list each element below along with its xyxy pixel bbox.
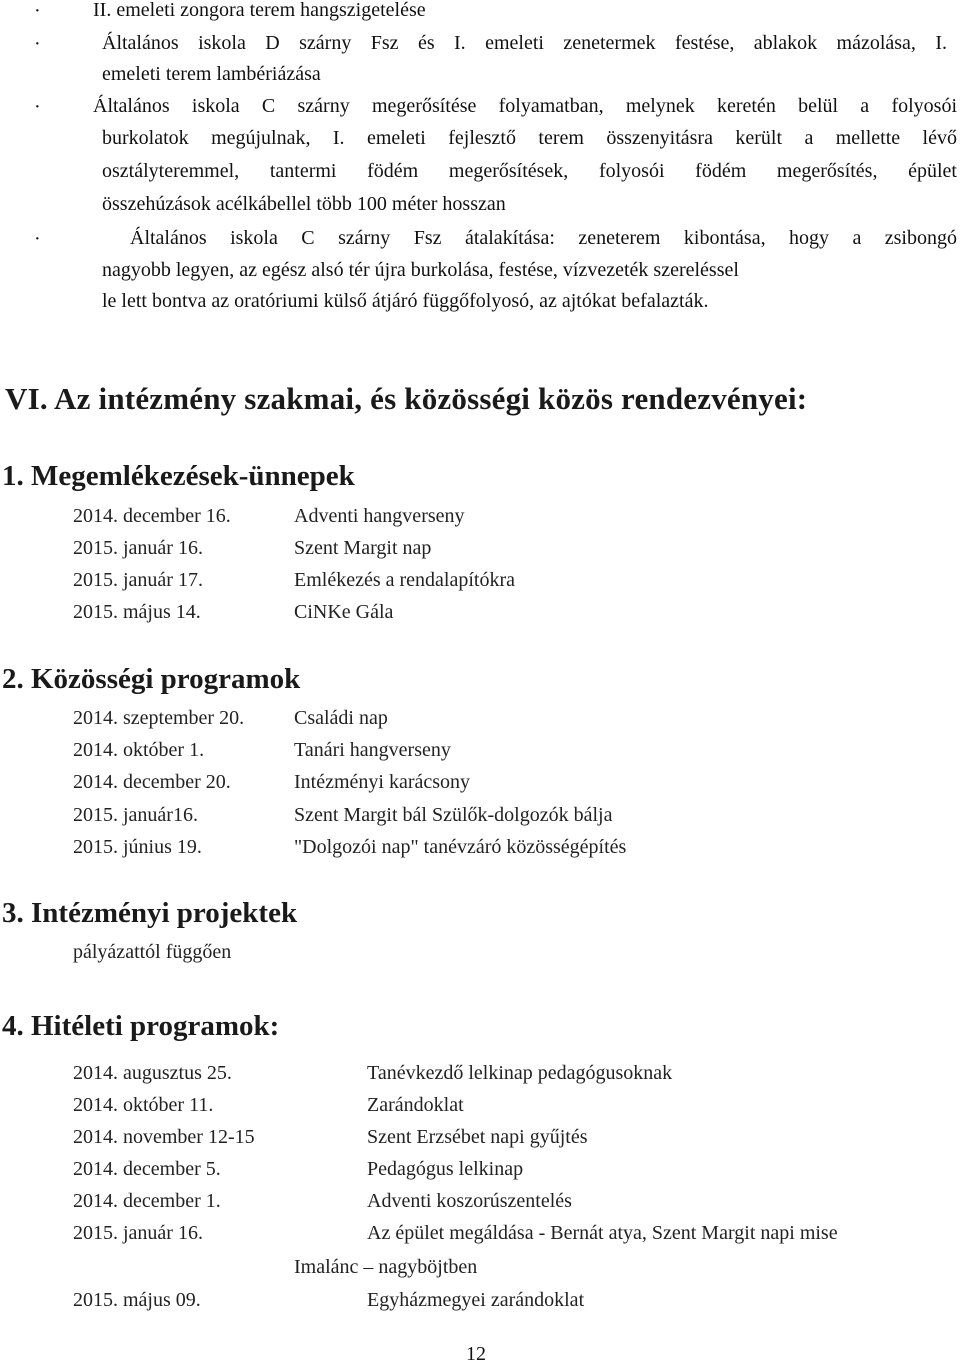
event-name: Az épület megáldása - Bernát atya, Szent Margit napi mise bbox=[367, 1222, 838, 1244]
event-name: Szent Erzsébet napi gyűjtés bbox=[367, 1126, 588, 1148]
bullet-text: le lett bontva az oratóriumi külső átjáró függőfolyosó, az ajtókat befalazták. bbox=[102, 290, 709, 312]
event-date: 2015. június 19. bbox=[73, 836, 202, 858]
section-heading: 4. Hitéleti programok: bbox=[2, 1010, 280, 1042]
event-date: 2015. január 16. bbox=[73, 1222, 203, 1244]
event-date: 2014. december 20. bbox=[73, 771, 231, 793]
bullet-text: burkolatok megújulnak, I. emeleti fejlesztő terem összenyitásra került a mellette lévő bbox=[102, 127, 957, 149]
event-name: Intézményi karácsony bbox=[294, 771, 471, 793]
event-name: Szent Margit bál Szülők-dolgozók bálja bbox=[294, 804, 613, 826]
event-name: Tanévkezdő lelkinap pedagógusoknak bbox=[367, 1062, 673, 1084]
bullet-marker: · bbox=[34, 0, 41, 22]
event-date: 2014. november 12-15 bbox=[73, 1126, 255, 1148]
bullet-text: Általános iskola C szárny Fsz átalakítása: zeneterem kibontása, hogy a zsibongó bbox=[130, 227, 957, 249]
bullet-marker: · bbox=[34, 96, 41, 118]
page-number: 12 bbox=[466, 1343, 486, 1365]
event-name: Családi nap bbox=[294, 707, 388, 729]
event-date: 2014. augusztus 25. bbox=[73, 1062, 232, 1084]
section-heading: 1. Megemlékezések-ünnepek bbox=[2, 460, 355, 492]
bullet-text: összehúzások acélkábellel több 100 méter hosszan bbox=[102, 193, 506, 215]
bullet-text: Általános iskola D szárny Fsz és I. emeleti zenetermek festése, ablakok mázolása, I. bbox=[102, 32, 947, 54]
event-date: 2015. január 16. bbox=[73, 537, 203, 559]
section-heading: 2. Közösségi programok bbox=[2, 663, 301, 695]
event-name: Emlékezés a rendalapítókra bbox=[294, 569, 515, 591]
event-date: 2015. május 09. bbox=[73, 1289, 201, 1311]
event-name: Zarándoklat bbox=[367, 1094, 464, 1116]
event-name: Tanári hangverseny bbox=[294, 739, 451, 761]
event-date: 2015. január16. bbox=[73, 804, 198, 826]
bullet-text: osztályteremmel, tantermi födém megerősítések, folyosói födém megerősítés, épület bbox=[102, 160, 957, 182]
event-date: 2015. május 14. bbox=[73, 601, 201, 623]
bullet-marker: · bbox=[34, 228, 41, 250]
event-date: 2014. december 1. bbox=[73, 1190, 221, 1212]
section-heading: 3. Intézményi projektek bbox=[2, 897, 298, 929]
event-date: 2014. szeptember 20. bbox=[73, 707, 245, 729]
bullet-text: II. emeleti zongora terem hangszigetelése bbox=[93, 0, 426, 21]
main-heading: VI. Az intézmény szakmai, és közösségi közös rendezvényei: bbox=[5, 381, 808, 416]
event-name: Adventi koszorúszentelés bbox=[367, 1190, 572, 1212]
event-name: "Dolgozói nap" tanévzáró közösségépítés bbox=[294, 836, 627, 858]
event-name: Egyházmegyei zarándoklat bbox=[367, 1289, 585, 1311]
bullet-marker: · bbox=[34, 33, 41, 55]
bullet-text: Általános iskola C szárny megerősítése folyamatban, melynek keretén belül a folyosói bbox=[93, 95, 957, 117]
event-name: Szent Margit nap bbox=[294, 537, 432, 559]
event-name: Pedagógus lelkinap bbox=[367, 1158, 524, 1180]
section-text: pályázattól függően bbox=[73, 941, 232, 963]
event-date: 2014. október 11. bbox=[73, 1094, 214, 1116]
event-name: CiNKe Gála bbox=[294, 601, 394, 623]
bullet-text: emeleti terem lambériázása bbox=[102, 63, 321, 85]
event-name: Imalánc – nagyböjtben bbox=[294, 1256, 478, 1278]
event-date: 2014. december 5. bbox=[73, 1158, 221, 1180]
event-date: 2014. december 16. bbox=[73, 505, 231, 527]
event-date: 2014. október 1. bbox=[73, 739, 205, 761]
event-name: Adventi hangverseny bbox=[294, 505, 465, 527]
bullet-text: nagyobb legyen, az egész alsó tér újra burkolása, festése, vízvezeték szereléssel bbox=[102, 259, 739, 281]
event-date: 2015. január 17. bbox=[73, 569, 203, 591]
